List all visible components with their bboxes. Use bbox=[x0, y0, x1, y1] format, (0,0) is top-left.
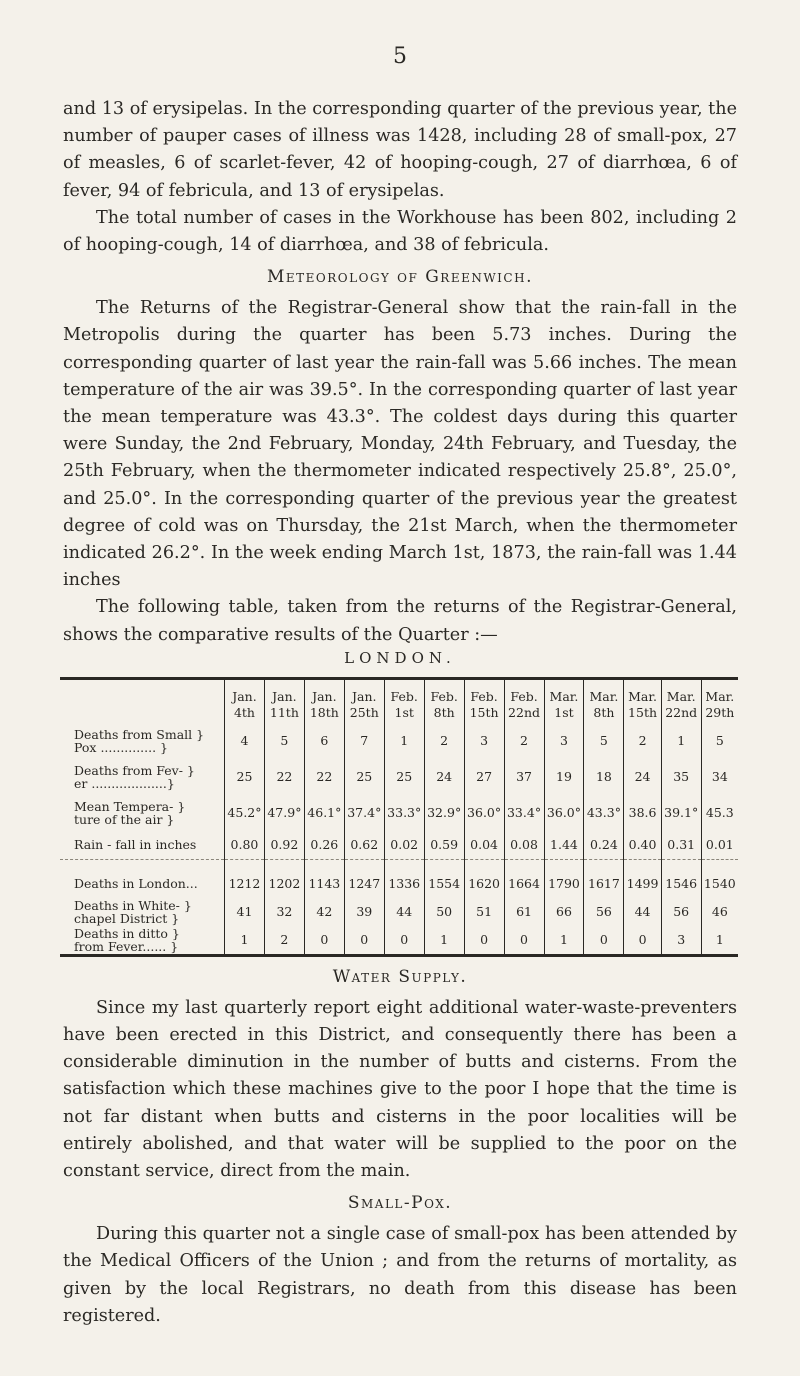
table-row bbox=[60, 870, 738, 898]
row-label-line: Mean Tempera- } bbox=[74, 798, 186, 814]
table-cell: 1 bbox=[701, 926, 738, 956]
table-cell: 1 bbox=[424, 926, 464, 956]
table-cell: 37.4° bbox=[344, 795, 384, 831]
row-label bbox=[60, 723, 225, 759]
table-cell: 0 bbox=[384, 926, 424, 956]
table-cell: 32 bbox=[264, 898, 304, 926]
spacer-cell bbox=[384, 859, 424, 870]
table-cell: 1790 bbox=[544, 870, 584, 898]
spacer-cell bbox=[264, 859, 304, 870]
paragraph-water-supply: Since my last quarterly report eight additional water-waste-preventers have been erected in this District, and consequently there has been a considerable diminution in the number of butts and cisterns. From the satisfaction which these machines give to the poor I hope that the time is not far distant when butts and cisterns in the poor localities will be entirely abolished, and that water will be supplied to the poor on the constant service, direct from the main. bbox=[63, 997, 737, 1182]
column-header: Jan. 18th bbox=[304, 678, 344, 723]
table-cell: 1 bbox=[225, 926, 265, 956]
table-cell: 0.40 bbox=[624, 831, 661, 860]
table-cell: 35 bbox=[661, 759, 701, 795]
table-cell: 51 bbox=[464, 898, 504, 926]
table-cell: 0.31 bbox=[661, 831, 701, 860]
table-cell: 46.1° bbox=[304, 795, 344, 831]
table-cell: 6 bbox=[304, 723, 344, 759]
spacer-cell bbox=[624, 859, 661, 870]
header-empty-cell bbox=[60, 678, 225, 723]
column-header: Feb. 15th bbox=[464, 678, 504, 723]
table-cell: 3 bbox=[661, 926, 701, 956]
table-cell: 0.04 bbox=[464, 831, 504, 860]
table-cell: 5 bbox=[584, 723, 624, 759]
table-cell: 32.9° bbox=[424, 795, 464, 831]
table-cell: 0 bbox=[624, 926, 661, 956]
table-cell: 1 bbox=[544, 926, 584, 956]
table-cell: 0.80 bbox=[225, 831, 265, 860]
table-cell: 50 bbox=[424, 898, 464, 926]
column-header: Mar. 1st bbox=[544, 678, 584, 723]
table-cell: 0.02 bbox=[384, 831, 424, 860]
table-cell: 25 bbox=[344, 759, 384, 795]
table-row bbox=[60, 926, 738, 956]
table-cell: 1202 bbox=[264, 870, 304, 898]
table-body bbox=[60, 723, 738, 956]
table-cell: 1617 bbox=[584, 870, 624, 898]
table-spacer-row bbox=[60, 859, 738, 870]
table-cell: 2 bbox=[504, 723, 544, 759]
spacer-cell bbox=[344, 859, 384, 870]
table-cell: 37 bbox=[504, 759, 544, 795]
row-label-line: Deaths from Fev- } bbox=[74, 762, 195, 778]
row-label-line: Rain - fall in inches bbox=[74, 837, 197, 853]
table-cell: 1336 bbox=[384, 870, 424, 898]
table-cell: 0.26 bbox=[304, 831, 344, 860]
table-cell: 39 bbox=[344, 898, 384, 926]
table-cell: 0 bbox=[504, 926, 544, 956]
column-header: Mar. 8th bbox=[584, 678, 624, 723]
table-cell: 0 bbox=[464, 926, 504, 956]
paragraph-small-pox: During this quarter not a single case of small-pox has been attended by the Medical Officers of the Union ; and from the returns of mortality, as given by the local Registrars, no death from this disease has been registered. bbox=[63, 1224, 737, 1326]
table-cell: 19 bbox=[544, 759, 584, 795]
table-cell: 0.92 bbox=[264, 831, 304, 860]
row-label-line: ture of the air } bbox=[74, 811, 175, 827]
row-label bbox=[60, 759, 225, 795]
table-cell: 45.3 bbox=[701, 795, 738, 831]
table-cell: 44 bbox=[384, 898, 424, 926]
table-cell: 18 bbox=[584, 759, 624, 795]
row-label-line: Deaths in London... bbox=[74, 876, 198, 892]
table-cell: 44 bbox=[624, 898, 661, 926]
table-cell: 43.3° bbox=[584, 795, 624, 831]
table-cell: 36.0° bbox=[464, 795, 504, 831]
column-header: Mar. 15th bbox=[624, 678, 661, 723]
spacer-cell bbox=[544, 859, 584, 870]
table-cell: 1546 bbox=[661, 870, 701, 898]
table-cell: 41 bbox=[225, 898, 265, 926]
table-cell: 22 bbox=[304, 759, 344, 795]
table-cell: 0.59 bbox=[424, 831, 464, 860]
table-cell: 0 bbox=[584, 926, 624, 956]
row-label bbox=[60, 870, 225, 898]
column-header: Feb. 22nd bbox=[504, 678, 544, 723]
table-cell: 1 bbox=[661, 723, 701, 759]
table-cell: 42 bbox=[304, 898, 344, 926]
table-header-row bbox=[60, 678, 738, 723]
table-cell: 5 bbox=[701, 723, 738, 759]
row-label-line: chapel District } bbox=[74, 910, 180, 926]
column-header: Mar. 22nd bbox=[661, 678, 701, 723]
column-header: Jan. 25th bbox=[344, 678, 384, 723]
table-cell: 27 bbox=[464, 759, 504, 795]
row-label bbox=[60, 898, 225, 926]
table-cell: 3 bbox=[464, 723, 504, 759]
table-cell: 0.62 bbox=[344, 831, 384, 860]
table-cell: 1.44 bbox=[544, 831, 584, 860]
table-row bbox=[60, 723, 738, 759]
paragraph-rainfall: The Returns of the Registrar-General show that the rain-fall in the Metropolis during the quarter has been 5.73 inches. During the corresponding quarter of last year the rain-fall was 5.66 inches. The mean temperature of the air was 39.5°. In the corresponding quarter of last year the mean temperature was 43.3°. The coldest days during this quarter were Sunday, the 2nd February, Monday, 24th February, and Tuesday, the 25th February, when the thermometer indicated respectively 25.8°, 25.0°, and 25.0°. In the corresponding quarter of the previous year the greatest degree of cold was on Thursday, the 21st March, when the thermometer indicated 26.2°. In the week ending March 1st, 1873, the rain-fall was 1.44 inches bbox=[63, 298, 737, 591]
table-cell: 1 bbox=[384, 723, 424, 759]
row-label bbox=[60, 831, 225, 860]
table-cell: 0 bbox=[344, 926, 384, 956]
row-label-line: Pox .............. } bbox=[74, 739, 169, 755]
spacer-cell bbox=[225, 859, 265, 870]
row-label-line: Deaths in ditto } bbox=[74, 925, 180, 941]
table-cell: 45.2° bbox=[225, 795, 265, 831]
table-cell: 1620 bbox=[464, 870, 504, 898]
table-row bbox=[60, 795, 738, 831]
table-cell: 2 bbox=[424, 723, 464, 759]
table-row bbox=[60, 759, 738, 795]
spacer-cell bbox=[661, 859, 701, 870]
row-label bbox=[60, 926, 225, 956]
table-cell: 56 bbox=[584, 898, 624, 926]
spacer-cell bbox=[60, 859, 225, 870]
spacer-cell bbox=[504, 859, 544, 870]
spacer-cell bbox=[464, 859, 504, 870]
table-row bbox=[60, 831, 738, 860]
table-cell: 1554 bbox=[424, 870, 464, 898]
row-label bbox=[60, 795, 225, 831]
london-statistics-table bbox=[60, 677, 738, 957]
table-cell: 39.1° bbox=[661, 795, 701, 831]
column-header: Feb. 8th bbox=[424, 678, 464, 723]
table-cell: 47.9° bbox=[264, 795, 304, 831]
table-cell: 1247 bbox=[344, 870, 384, 898]
spacer-cell bbox=[584, 859, 624, 870]
heading-meteorology: Meteorology of Greenwich. bbox=[267, 267, 533, 288]
table-cell: 46 bbox=[701, 898, 738, 926]
table-cell: 7 bbox=[344, 723, 384, 759]
column-header: Jan. 11th bbox=[264, 678, 304, 723]
table-cell: 0.01 bbox=[701, 831, 738, 860]
table-cell: 34 bbox=[701, 759, 738, 795]
table-cell: 4 bbox=[225, 723, 265, 759]
table-cell: 0 bbox=[304, 926, 344, 956]
column-header: Feb. 1st bbox=[384, 678, 424, 723]
table-cell: 2 bbox=[624, 723, 661, 759]
table-cell: 1540 bbox=[701, 870, 738, 898]
row-label-line: Deaths in White- } bbox=[74, 897, 192, 913]
row-label-line: er ...................} bbox=[74, 775, 175, 791]
table-cell: 66 bbox=[544, 898, 584, 926]
spacer-cell bbox=[424, 859, 464, 870]
paragraph-workhouse: The total number of cases in the Workhouse has been 802, including 2 of hooping-cough, 14 of diarrhœa, and 38 of febricula. bbox=[63, 207, 737, 256]
row-label-line: from Fever...... } bbox=[74, 938, 179, 954]
table-cell: 1143 bbox=[304, 870, 344, 898]
page-number: 5 bbox=[393, 44, 407, 69]
table-cell: 3 bbox=[544, 723, 584, 759]
table-cell: 25 bbox=[225, 759, 265, 795]
table-title: LONDON. bbox=[344, 648, 456, 667]
heading-small-pox: Small-Pox. bbox=[347, 1193, 453, 1214]
table-cell: 22 bbox=[264, 759, 304, 795]
table-cell: 1499 bbox=[624, 870, 661, 898]
table-cell: 1664 bbox=[504, 870, 544, 898]
spacer-cell bbox=[701, 859, 738, 870]
column-header: Mar. 29th bbox=[701, 678, 738, 723]
table-cell: 5 bbox=[264, 723, 304, 759]
row-label-line: Deaths from Small } bbox=[74, 726, 205, 742]
table-cell: 24 bbox=[424, 759, 464, 795]
table-cell: 2 bbox=[264, 926, 304, 956]
heading-water-supply: Water Supply. bbox=[332, 966, 468, 987]
column-header: Jan. 4th bbox=[225, 678, 265, 723]
table-cell: 33.3° bbox=[384, 795, 424, 831]
table-cell: 56 bbox=[661, 898, 701, 926]
table-cell: 61 bbox=[504, 898, 544, 926]
spacer-cell bbox=[304, 859, 344, 870]
table-cell: 38.6 bbox=[624, 795, 661, 831]
table-cell: 36.0° bbox=[544, 795, 584, 831]
table-cell: 25 bbox=[384, 759, 424, 795]
table-cell: 0.24 bbox=[584, 831, 624, 860]
table-cell: 0.08 bbox=[504, 831, 544, 860]
paragraph-table-intro: The following table, taken from the returns of the Registrar-General, shows the comparative results of the Quarter :— bbox=[63, 597, 737, 645]
table-cell: 1212 bbox=[225, 870, 265, 898]
table-cell: 33.4° bbox=[504, 795, 544, 831]
paragraph-erysipelas: and 13 of erysipelas. In the corresponding quarter of the previous year, the number of pauper cases of illness was 1428, including 28 of small-pox, 27 of measles, 6 of scarlet-fever, 42 of hooping-cough, 27 of diarrhœa, 6 of fever, 94 of febricula, and 13 of erysipelas. bbox=[63, 99, 737, 201]
table-cell: 24 bbox=[624, 759, 661, 795]
table-row bbox=[60, 898, 738, 926]
